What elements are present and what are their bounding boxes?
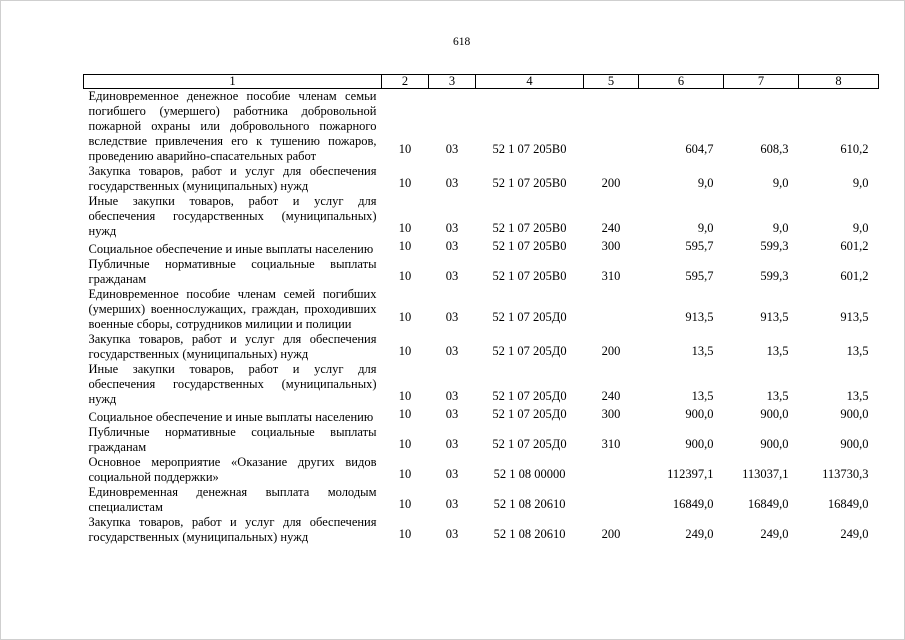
amount-year-2: 16849,0 xyxy=(747,497,789,511)
amount-year-2: 113037,1 xyxy=(742,467,789,481)
header-cell: 7 xyxy=(724,75,799,89)
row-description: Закупка товаров, работ и услуг для обеспечения государственных (муниципальных) нужд xyxy=(88,515,377,544)
header-cell: 1 xyxy=(84,75,382,89)
table-row xyxy=(84,407,879,425)
target-article-code: 52 1 07 205В0 xyxy=(492,221,567,235)
table-row xyxy=(84,455,879,485)
header-cell: 8 xyxy=(799,75,879,89)
subsection-code: 03 xyxy=(445,527,459,541)
section-code: 10 xyxy=(398,221,412,235)
table-row xyxy=(84,425,879,455)
expense-type-code: 240 xyxy=(601,389,621,403)
amount-year-3: 9,0 xyxy=(852,221,869,235)
target-article-code: 52 1 08 00000 xyxy=(493,467,566,481)
row-description: Социальное обеспечение и иные выплаты населению xyxy=(88,410,374,424)
row-description: Единовременное денежное пособие членам семьи погибшего (умершего) работника добровольной пожарной охраны или добровольного пожарного вследствие привлечения его к тушению пожаров, проведению аварийно-спасательных работ xyxy=(88,89,377,163)
budget-table xyxy=(83,74,879,545)
table-row xyxy=(84,164,879,194)
amount-year-2: 13,5 xyxy=(766,389,789,403)
target-article-code: 52 1 07 205Д0 xyxy=(492,407,567,421)
target-article-code: 52 1 07 205Д0 xyxy=(492,437,567,451)
section-code: 10 xyxy=(398,389,412,403)
target-article-code: 52 1 07 205Д0 xyxy=(492,389,567,403)
row-description: Единовременное пособие членам семей погибших (умерших) военнослужащих, граждан, проходивших военные сборы, сотрудников милиции и полиции xyxy=(88,287,377,331)
row-description: Закупка товаров, работ и услуг для обеспечения государственных (муниципальных) нужд xyxy=(88,164,377,193)
amount-year-1: 604,7 xyxy=(685,142,714,156)
section-code: 10 xyxy=(398,527,412,541)
table-row xyxy=(84,287,879,332)
subsection-code: 03 xyxy=(445,497,459,511)
table-row xyxy=(84,257,879,287)
row-description: Иные закупки товаров, работ и услуг для обеспечения государственных (муниципальных) нужд xyxy=(88,362,377,406)
amount-year-1: 900,0 xyxy=(685,437,714,451)
target-article-code: 52 1 07 205В0 xyxy=(492,239,567,253)
amount-year-2: 599,3 xyxy=(760,239,789,253)
subsection-code: 03 xyxy=(445,239,459,253)
amount-year-2: 13,5 xyxy=(766,344,789,358)
amount-year-3: 9,0 xyxy=(852,176,869,190)
amount-year-3: 13,5 xyxy=(846,344,869,358)
expense-type-code xyxy=(584,455,639,485)
target-article-code: 52 1 07 205В0 xyxy=(492,142,567,156)
amount-year-2: 900,0 xyxy=(760,407,789,421)
table-row xyxy=(84,332,879,362)
amount-year-1: 9,0 xyxy=(697,221,714,235)
amount-year-1: 913,5 xyxy=(685,310,714,324)
row-description: Публичные нормативные социальные выплаты гражданам xyxy=(88,257,377,286)
section-code: 10 xyxy=(398,269,412,283)
section-code: 10 xyxy=(398,437,412,451)
expense-type-code xyxy=(584,485,639,515)
target-article-code: 52 1 07 205В0 xyxy=(492,176,567,190)
row-description: Публичные нормативные социальные выплаты гражданам xyxy=(88,425,377,454)
amount-year-3: 601,2 xyxy=(840,239,869,253)
target-article-code: 52 1 07 205Д0 xyxy=(492,344,567,358)
amount-year-2: 9,0 xyxy=(772,221,789,235)
section-code: 10 xyxy=(398,239,412,253)
amount-year-2: 608,3 xyxy=(760,142,789,156)
table-row xyxy=(84,362,879,407)
section-code: 10 xyxy=(398,407,412,421)
target-article-code: 52 1 08 20610 xyxy=(493,527,566,541)
amount-year-3: 249,0 xyxy=(840,527,869,541)
amount-year-1: 595,7 xyxy=(685,239,714,253)
expense-type-code: 200 xyxy=(601,527,621,541)
subsection-code: 03 xyxy=(445,221,459,235)
row-description: Закупка товаров, работ и услуг для обеспечения государственных (муниципальных) нужд xyxy=(88,332,377,361)
expense-type-code: 310 xyxy=(601,437,621,451)
target-article-code: 52 1 07 205В0 xyxy=(492,269,567,283)
amount-year-3: 900,0 xyxy=(840,407,869,421)
amount-year-1: 249,0 xyxy=(685,527,714,541)
header-cell: 3 xyxy=(429,75,476,89)
amount-year-1: 9,0 xyxy=(697,176,714,190)
expense-type-code: 200 xyxy=(601,176,621,190)
header-cell: 6 xyxy=(639,75,724,89)
subsection-code: 03 xyxy=(445,269,459,283)
expense-type-code: 240 xyxy=(601,221,621,235)
amount-year-3: 900,0 xyxy=(840,437,869,451)
amount-year-3: 610,2 xyxy=(840,142,869,156)
section-code: 10 xyxy=(398,344,412,358)
amount-year-3: 601,2 xyxy=(840,269,869,283)
amount-year-2: 249,0 xyxy=(760,527,789,541)
section-code: 10 xyxy=(398,497,412,511)
table-row xyxy=(84,194,879,239)
table-row xyxy=(84,89,879,165)
amount-year-3: 16849,0 xyxy=(827,497,869,511)
amount-year-3: 13,5 xyxy=(846,389,869,403)
subsection-code: 03 xyxy=(445,310,459,324)
amount-year-2: 9,0 xyxy=(772,176,789,190)
row-description: Единовременная денежная выплата молодым специалистам xyxy=(88,485,377,514)
amount-year-2: 913,5 xyxy=(760,310,789,324)
subsection-code: 03 xyxy=(445,142,459,156)
row-description: Социальное обеспечение и иные выплаты населению xyxy=(88,242,374,256)
expense-type-code: 200 xyxy=(601,344,621,358)
expense-type-code: 310 xyxy=(601,269,621,283)
table-row xyxy=(84,239,879,257)
amount-year-2: 599,3 xyxy=(760,269,789,283)
section-code: 10 xyxy=(398,467,412,481)
table-header-row xyxy=(84,75,879,89)
table-row xyxy=(84,485,879,515)
subsection-code: 03 xyxy=(445,344,459,358)
amount-year-2: 900,0 xyxy=(760,437,789,451)
page-number: 618 xyxy=(453,36,471,48)
target-article-code: 52 1 08 20610 xyxy=(493,497,566,511)
expense-type-code: 300 xyxy=(601,239,621,253)
header-cell: 5 xyxy=(584,75,639,89)
expense-type-code: 300 xyxy=(601,407,621,421)
expense-type-code xyxy=(584,89,639,165)
target-article-code: 52 1 07 205Д0 xyxy=(492,310,567,324)
amount-year-1: 112397,1 xyxy=(667,467,714,481)
amount-year-3: 113730,3 xyxy=(822,467,869,481)
amount-year-1: 13,5 xyxy=(691,389,714,403)
amount-year-3: 913,5 xyxy=(840,310,869,324)
expense-type-code xyxy=(584,287,639,332)
amount-year-1: 900,0 xyxy=(685,407,714,421)
subsection-code: 03 xyxy=(445,467,459,481)
amount-year-1: 13,5 xyxy=(691,344,714,358)
header-cell: 2 xyxy=(382,75,429,89)
subsection-code: 03 xyxy=(445,407,459,421)
table-row xyxy=(84,515,879,545)
subsection-code: 03 xyxy=(445,176,459,190)
row-description: Основное мероприятие «Оказание других видов социальной поддержки» xyxy=(88,455,377,484)
amount-year-1: 595,7 xyxy=(685,269,714,283)
subsection-code: 03 xyxy=(445,389,459,403)
row-description: Иные закупки товаров, работ и услуг для обеспечения государственных (муниципальных) нужд xyxy=(88,194,377,238)
amount-year-1: 16849,0 xyxy=(672,497,714,511)
header-cell: 4 xyxy=(476,75,584,89)
section-code: 10 xyxy=(398,310,412,324)
subsection-code: 03 xyxy=(445,437,459,451)
section-code: 10 xyxy=(398,142,412,156)
section-code: 10 xyxy=(398,176,412,190)
